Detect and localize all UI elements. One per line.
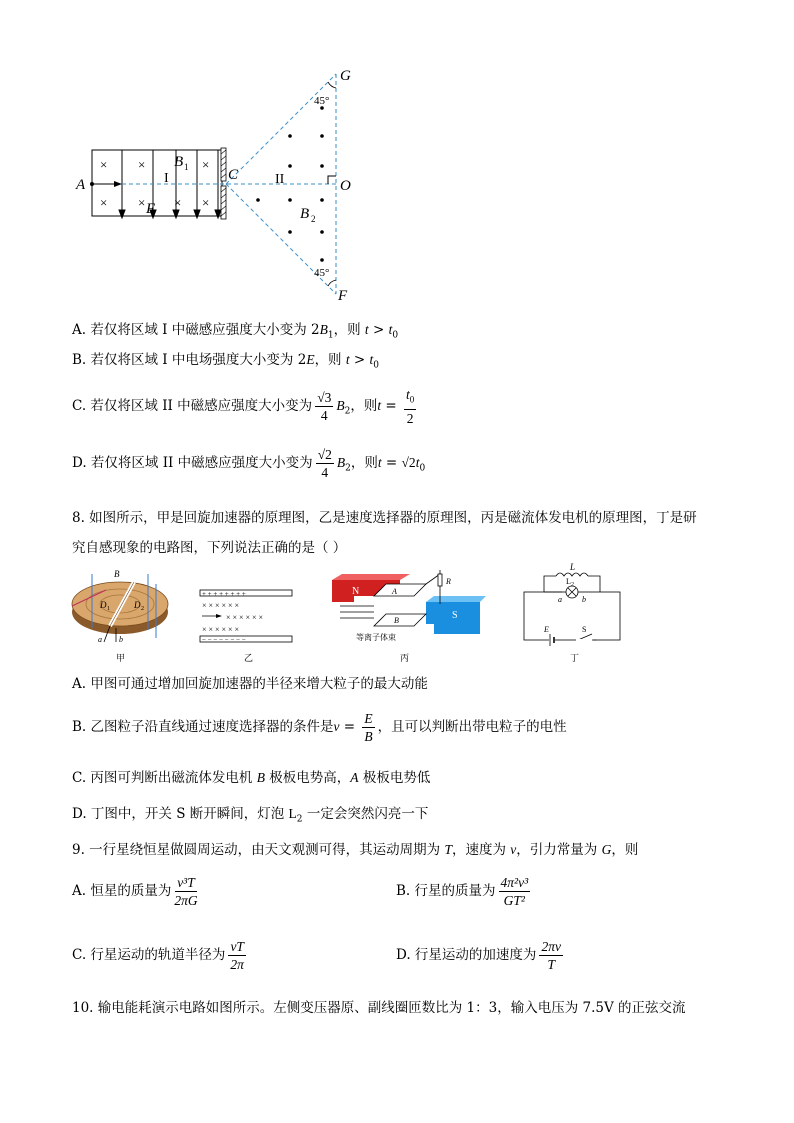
svg-text:N: N [352, 586, 360, 597]
svg-text:B: B [394, 616, 399, 625]
q7-c-b: B [336, 397, 345, 413]
q9-stem-2: ，速度为 [451, 842, 511, 858]
svg-text:a: a [558, 595, 562, 604]
q7-c-rhs-fraction: $\frac{t_0}{2}$ [406, 387, 415, 426]
q8-c-text2: 极板电势高， [264, 770, 351, 786]
q8-c-text3: 极板电势低 [358, 770, 431, 786]
q9-d-fraction: $\frac{2\pi v}{T}$ [541, 939, 561, 972]
q7-c-eq: = [381, 397, 402, 414]
q8-c-a: A [350, 770, 359, 785]
q7-b-t0sub: 0 [373, 360, 380, 371]
self-induction-circuit-figure [516, 560, 628, 646]
svg-text:×: × [138, 195, 146, 210]
svg-text:L: L [566, 577, 571, 586]
svg-text:I: I [164, 171, 169, 186]
q9-option-d[interactable] [396, 936, 566, 974]
svg-text:×: × [100, 157, 108, 172]
q7-d-rhs: √2 [401, 455, 416, 470]
q7-a-mid: ，则 [333, 322, 365, 338]
svg-text:×: × [202, 195, 210, 210]
svg-text:S: S [452, 610, 458, 621]
q9-t: T [444, 842, 452, 857]
q9-stem-3: ，引力常量为 [516, 842, 602, 858]
q7-b-rel: > [349, 352, 370, 368]
q9-c-label: C. 行星运动的轨道半径为 [72, 947, 226, 963]
svg-text:II: II [275, 172, 285, 187]
q7-a-t: t [364, 322, 369, 337]
svg-text:1: 1 [184, 162, 189, 172]
q7-d-fraction: $\frac{√2}{4}$ [317, 447, 332, 480]
field-region-figure [70, 62, 360, 312]
q7-c-sub: 2 [344, 406, 351, 417]
q7-c-fraction: $\frac{√3}{4}$ [317, 389, 332, 423]
svg-text:L: L [570, 562, 576, 572]
svg-text:O: O [340, 178, 351, 194]
caption-ding: 丁 [570, 654, 580, 664]
q9-b-label: B. 行星的质量为 [396, 883, 496, 899]
q7-b-e: E [306, 352, 315, 367]
caption-yi: 乙 [244, 654, 254, 664]
q9-stem-4: ，则 [611, 842, 639, 858]
svg-text:A: A [392, 587, 397, 596]
velocity-selector-figure [198, 588, 294, 646]
q7-c-text: C. 若仅将区域 II 中磁感应强度大小变为 [72, 397, 313, 414]
q8-d-l: L [288, 806, 297, 821]
caption-jia: 甲 [116, 654, 126, 664]
q7-d-t0: t [415, 455, 420, 470]
svg-text:×: × [174, 195, 182, 210]
svg-text:F: F [338, 288, 348, 304]
q9-option-b[interactable] [396, 872, 533, 910]
q7-c-t: t [377, 397, 382, 413]
svg-text:D: D [100, 600, 107, 610]
q7-b-text: B. 若仅将区域 I 中电场强度大小变为 2 [72, 352, 307, 368]
q8-option-c[interactable] [72, 766, 430, 786]
q8-b-v: v [333, 719, 340, 734]
q8-b-eq: = [339, 719, 360, 735]
svg-text:S: S [582, 625, 587, 634]
q7-a-t0: t [388, 322, 393, 337]
q8-stem-line1: 8. 如图所示，甲是回旋加速器的原理图，乙是速度选择器的原理图，丙是磁流体发电机的原理图，丁是研 [72, 510, 697, 526]
svg-text:× × × × × ×: × × × × × × [202, 601, 240, 610]
svg-text:×: × [100, 195, 108, 210]
mhd-generator-figure [330, 568, 486, 648]
caption-bing: 丙 [400, 654, 410, 664]
svg-text:2: 2 [571, 582, 574, 588]
q7-a-sub: 1 [327, 330, 334, 341]
q7-b-mid: ，则 [314, 352, 346, 368]
q7-b-t: t [345, 352, 350, 367]
q7-a-rel: > [368, 322, 389, 338]
q8-stem-line2: 究自感现象的电路图，下列说法正确的是（ ） [72, 540, 347, 556]
q7-a-b: B [319, 322, 328, 337]
svg-text:E: E [146, 201, 156, 217]
svg-text:− − − − − − − −: − − − − − − − − [202, 636, 246, 644]
q7-d-mid: ，则 [350, 455, 378, 471]
q9-d-label: D. 行星运动的加速度为 [396, 947, 537, 963]
q7-option-a[interactable] [72, 318, 398, 341]
svg-text:E: E [544, 625, 549, 634]
svg-text:45°: 45° [314, 95, 330, 107]
q7-d-t0sub: 0 [419, 463, 426, 474]
svg-text:R: R [446, 577, 451, 586]
svg-text:A: A [76, 177, 86, 193]
q9-option-a[interactable] [72, 872, 201, 910]
svg-text:B: B [174, 154, 184, 170]
q8-d-text2: 一定会突然闪亮一下 [302, 806, 429, 822]
q8-d-lsub: 2 [296, 814, 303, 825]
q7-option-d[interactable] [72, 444, 425, 488]
q7-d-sub: 2 [345, 463, 351, 474]
q8-b-suffix: ，且可以判断出带电粒子的电性 [377, 719, 567, 735]
q7-d-text: D. 若仅将区域 II 中磁感应强度大小变为 [72, 455, 313, 471]
svg-text:1: 1 [107, 606, 110, 612]
q9-option-c[interactable] [72, 936, 249, 974]
q9-stem [72, 838, 638, 858]
q7-d-t: t [377, 455, 382, 470]
svg-text:B: B [300, 206, 310, 222]
svg-text:等离子体束: 等离子体束 [356, 633, 396, 642]
q8-option-b[interactable] [72, 708, 567, 746]
svg-text:B: B [114, 569, 120, 579]
svg-text:C: C [228, 167, 239, 183]
q8-b-fraction: $\frac{E}{B}$ [364, 711, 373, 744]
q8-b-text: B. 乙图粒子沿直线通过速度选择器的条件是 [72, 719, 334, 735]
svg-text:×: × [202, 157, 210, 172]
svg-text:+ + + + + + + +: + + + + + + + + [202, 590, 246, 598]
q7-a-text: A. 若仅将区域 I 中磁感应强度大小变为 2 [72, 322, 320, 338]
svg-text:b: b [119, 635, 123, 644]
q7-d-eq: = [381, 455, 402, 471]
svg-text:a: a [98, 635, 102, 644]
q9-c-fraction: $\frac{vT}{2\pi}$ [230, 939, 244, 972]
q7-option-c[interactable] [72, 386, 419, 431]
svg-text:45°: 45° [314, 267, 330, 279]
q8-c-text1: C. 丙图可判断出磁流体发电机 [72, 770, 257, 786]
q8-c-b: B [256, 770, 265, 785]
cyclotron-figure [64, 568, 176, 648]
q7-d-b: B [336, 455, 346, 470]
q9-a-fraction: $\frac{\text{v³T}}{2\pi G}$ [174, 875, 198, 908]
svg-text:× × × × × ×: × × × × × × [202, 625, 240, 634]
q9-v: v [510, 842, 517, 857]
svg-text:2: 2 [311, 214, 316, 224]
q7-option-b[interactable] [72, 348, 379, 371]
q7-a-t0sub: 0 [392, 330, 399, 341]
svg-text:×: × [138, 157, 146, 172]
q8-option-d[interactable] [72, 802, 428, 825]
q10-stem: 10. 输电能耗演示电路如图所示。左侧变压器原、副线圈匝数比为 1：3，输入电压为 7.5V 的正弦交流 [72, 1000, 686, 1016]
q9-a-label: A. 恒星的质量为 [72, 883, 172, 899]
q8-d-text1: D. 丁图中，开关 S 断开瞬间，灯泡 [72, 806, 289, 822]
svg-text:b: b [582, 595, 586, 604]
svg-text:× × × × × ×: × × × × × × [226, 613, 264, 622]
q9-b-fraction: $\frac{\text{4π²v³}}{\text{GT²}}$ [500, 875, 529, 908]
q9-stem-1: 9. 一行星绕恒星做圆周运动，由天文观测可得，其运动周期为 [72, 842, 445, 858]
q7-c-mid: ，则 [350, 397, 378, 414]
q7-b-t0: t [369, 352, 374, 367]
svg-text:2: 2 [141, 606, 144, 612]
q8-option-a[interactable]: A. 甲图可通过增加回旋加速器的半径来增大粒子的最大动能 [72, 676, 428, 692]
svg-text:G: G [340, 68, 351, 84]
svg-text:D: D [134, 600, 141, 610]
q9-g: G [601, 842, 612, 857]
